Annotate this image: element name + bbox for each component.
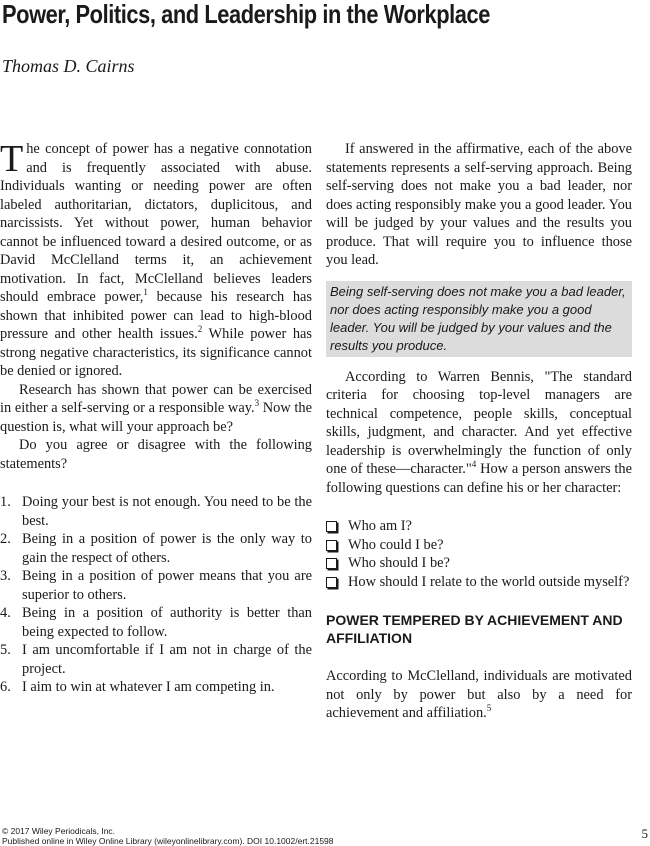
intro-text-b: because his research has shown that inhibited power can lead to high-blood pressure and other health issues.	[0, 289, 312, 342]
checklist-text: Who could I be?	[348, 536, 444, 553]
list-item	[0, 678, 312, 697]
list-item-text: Being in a position of power means that you are superior to others.	[22, 568, 312, 603]
footnote-ref-3: 3	[254, 398, 260, 409]
paragraph-research	[0, 381, 312, 437]
list-item-number: 3.	[0, 568, 11, 584]
checklist-item	[326, 517, 632, 536]
list-item	[0, 604, 312, 641]
page-number: 5	[641, 826, 648, 841]
list-item	[0, 530, 312, 567]
paragraph-bennis	[326, 368, 632, 498]
list-item	[0, 641, 312, 678]
list-item-number: 6.	[0, 679, 11, 695]
list-item-number: 4.	[0, 605, 11, 621]
checkbox-icon	[326, 540, 337, 551]
page-footer	[2, 826, 334, 846]
author-name: Thomas D. Cairns	[2, 56, 135, 76]
list-item-number: 2.	[0, 531, 11, 547]
checklist-text: How should I relate to the world outside myself?	[348, 573, 630, 590]
checkbox-icon	[326, 558, 337, 569]
list-item-text: Being in a position of power is the only way to gain the respect of others.	[22, 531, 312, 566]
checklist-item	[326, 573, 632, 592]
list-item-text: Being in a position of authority is better than being expected to follow.	[22, 605, 312, 640]
footnote-ref-5: 5	[486, 703, 492, 714]
statements-list	[0, 493, 312, 697]
paragraph-affirmative: If answered in the affirmative, each of the above statements represents a self-serving approach. Being self-serving does not make you a bad leader, nor does acting responsibly make you a good leader. You will be judged by your values and the results you produce. That will require you to influence those you lead.	[326, 141, 632, 268]
left-column	[0, 140, 312, 697]
right-column	[326, 140, 632, 723]
footnote-ref-2: 2	[197, 324, 203, 335]
bennis-text-a: According to Warren Bennis, "The standard criteria for choosing top-level managers are technical competence, people skills, conceptual skills, judgment, and character. And yet effective leadership is overwhelmingly the function of only one of these—character."	[326, 368, 632, 477]
checkbox-icon	[326, 521, 337, 532]
pull-quote: Being self-serving does not make you a bad leader, nor does acting responsibly make you a good leader. You will be judged by your values and the results you produce.	[326, 281, 632, 357]
checklist-item	[326, 536, 632, 555]
questions-checklist	[326, 517, 632, 591]
bennis-text-b: How a person answers the following questions can define his or her character:	[326, 461, 632, 496]
checklist-text: Who should I be?	[348, 555, 450, 571]
intro-paragraph	[0, 140, 312, 381]
mcclelland-text: According to McClelland, individuals are motivated not only by power but also by a need for achievement and affiliation.	[326, 668, 632, 721]
checkbox-icon	[326, 577, 337, 588]
intro-text-a: he concept of power has a negative connotation and is frequently associated with abuse. Individuals wanting or needing power are often labeled authoritarian, dictators, duplicitous, and narcissists. Yet without power, human behavior cannot be influenced toward a desired outcome, or as David McClelland terms it, an achievement motivation. In fact, McClelland believes leaders should embrace power,	[0, 141, 312, 305]
list-item-text: Doing your best is not enough. You need to be the best.	[22, 494, 312, 529]
research-text-a: Research has shown that power can be exercised in either a self-serving or a responsible way.	[0, 381, 312, 416]
drop-cap: T	[0, 138, 24, 180]
article-title: Power, Politics, and Leadership in the Workplace	[2, 0, 490, 29]
list-item	[0, 493, 312, 530]
list-item-text: I aim to win at whatever I am competing in.	[22, 679, 275, 695]
list-item	[0, 567, 312, 604]
intro-text-c: While power has strong negative characteristics, its significance cannot be denied or ignored.	[0, 326, 313, 379]
list-item-number: 5.	[0, 642, 11, 658]
checklist-text: Who am I?	[348, 518, 412, 534]
paragraph-mcclelland	[326, 667, 632, 723]
checklist-item	[326, 554, 632, 573]
list-item-number: 1.	[0, 494, 11, 510]
research-text-b: Now the question is, what will your approach be?	[0, 400, 312, 435]
list-item-text: I am uncomfortable if I am not in charge of the project.	[22, 642, 312, 677]
copyright-text: © 2017 Wiley Periodicals, Inc.	[2, 826, 116, 836]
publication-info: Published online in Wiley Online Library (wileyonlinelibrary.com). DOI 10.1002/ert.21598	[2, 836, 334, 846]
paragraph-question: Do you agree or disagree with the following statements?	[0, 437, 312, 472]
footnote-ref-1: 1	[143, 287, 148, 298]
footnote-ref-4: 4	[471, 459, 477, 470]
section-heading: POWER TEMPERED BY ACHIEVEMENT AND AFFILIATION	[326, 612, 623, 646]
